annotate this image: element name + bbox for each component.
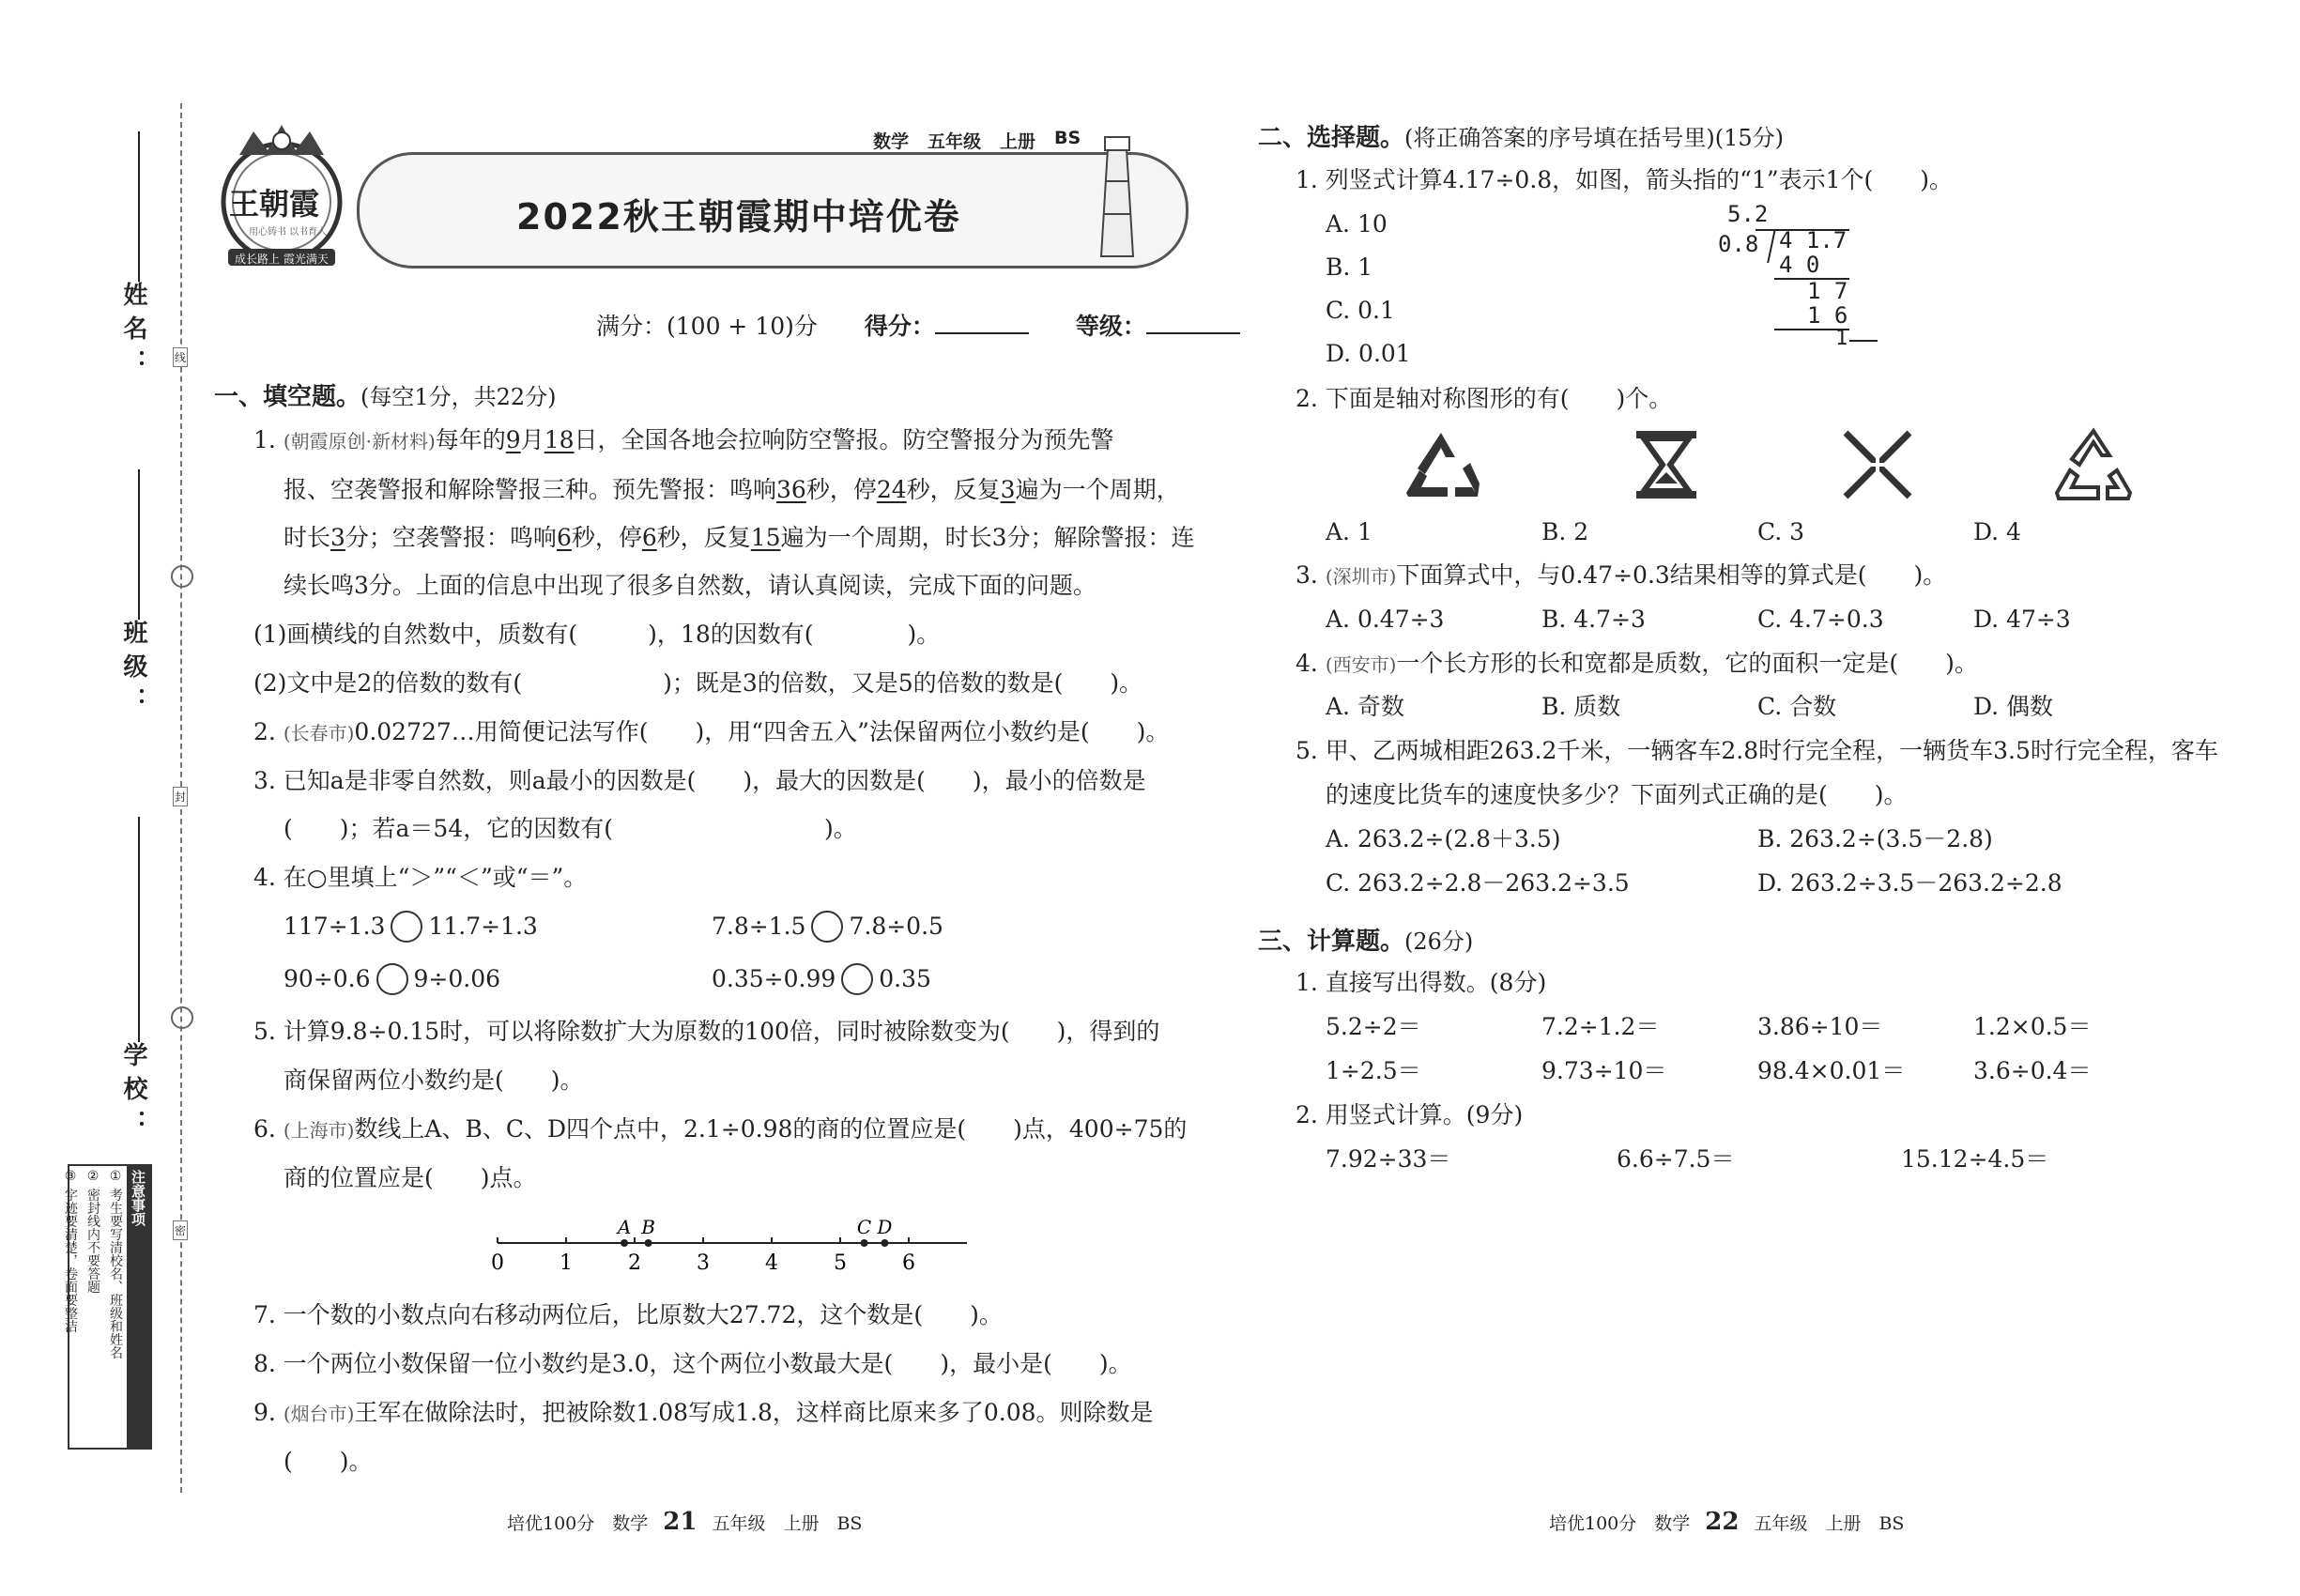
- s2-q3: 3. (深圳市)下面算式中，与0.47÷0.3结果相等的算式是( )。: [1296, 561, 1947, 589]
- compare-a: 117÷1.3 11.7÷1.3: [284, 911, 538, 943]
- s3-q1: 1. 直接写出得数。(8分): [1296, 969, 1547, 996]
- division-step: 1 7: [1807, 278, 1848, 304]
- underlined-number: 9: [505, 426, 521, 453]
- s1-q8: 8. 一个两位小数保留一位小数约是3.0，这个两位小数最大是( )，最小是( )。: [253, 1350, 1132, 1377]
- s1-q6-line2: 商的位置应是( )点。: [284, 1164, 537, 1191]
- name-label: 姓名：: [119, 282, 147, 383]
- s1-q1-line4: 续长鸣3分。上面的信息中出现了很多自然数，请认真阅读，完成下面的问题。: [284, 572, 1096, 599]
- logo-motto: 成长路上 霞光满天: [235, 253, 329, 266]
- full-score: 满分：(100 + 10)分: [596, 313, 818, 340]
- division-step: 4 0: [1779, 252, 1820, 278]
- s2-q4: 4. (西安市)一个长方形的长和宽都是质数，它的面积一定是( )。: [1296, 650, 1978, 677]
- section2-title: [1258, 118, 1784, 153]
- oral-calc: 3.86÷10＝: [1757, 1013, 1883, 1040]
- s1-q7: 7. 一个数的小数点向右移动两位后，比原数大27.72，这个数是( )。: [253, 1301, 1003, 1328]
- section2-note: (将正确答案的序号填在括号里)(15分): [1404, 125, 1785, 151]
- s3-q2: 2. 用竖式计算。(9分): [1296, 1101, 1524, 1128]
- section2-title-text: 二、选择题。: [1258, 124, 1405, 152]
- s1-q5-line1: 5. 计算9.8÷0.15时，可以将除数扩大为原数的100倍，同时被除数变为( )，得到的: [253, 1018, 1160, 1045]
- option: B. 2: [1541, 518, 1589, 545]
- notice-box: [63, 1164, 152, 1450]
- division-bracket: [1767, 229, 1776, 263]
- number-line-tick-label: 5: [834, 1251, 847, 1275]
- header-tags: [873, 128, 1081, 153]
- number-line-point: [861, 1239, 868, 1247]
- number-line-tick-label: 0: [491, 1251, 504, 1275]
- option: B. 4.7÷3: [1541, 606, 1646, 633]
- s1-q4: 4. 在○里填上“＞”“＜”或“＝”。: [253, 864, 588, 891]
- recycle-symbol-icon: [2051, 427, 2136, 502]
- footer-left: [507, 1508, 862, 1536]
- s2-q5-line2: 的速度比货车的速度快多少？下面列式正确的是( )。: [1326, 781, 1908, 808]
- compare-circle[interactable]: [376, 963, 408, 995]
- cut-mark: 线: [173, 347, 188, 367]
- division-remainder: 1: [1835, 327, 1848, 350]
- oral-calc: 7.2÷1.2＝: [1541, 1013, 1660, 1040]
- option: C. 263.2÷2.8－263.2÷3.5: [1326, 869, 1630, 897]
- option: C. 0.1: [1326, 297, 1395, 324]
- binding-hole: [171, 565, 193, 588]
- page-title: 2022秋王朝霞期中培优卷: [516, 196, 961, 238]
- footer-suffix: 五年级 上册 BS: [1754, 1513, 1905, 1534]
- source-tag: (上海市): [283, 1119, 355, 1142]
- oral-calc: 9.73÷10＝: [1541, 1057, 1667, 1084]
- grade-field[interactable]: [1146, 310, 1240, 334]
- option: A. 0.47÷3: [1326, 606, 1445, 633]
- score-label: 得分：: [864, 313, 935, 340]
- source-tag: (西安市): [1325, 653, 1397, 676]
- cross-arrows-icon: [1840, 427, 1915, 502]
- option: A. 奇数: [1326, 693, 1404, 720]
- s1-q3-line1: 3. 已知a是非零自然数，则a最小的因数是( )，最大的因数是( )，最小的倍数是: [253, 767, 1146, 794]
- division-divisor: 0.8: [1718, 231, 1759, 257]
- class-label: 班级：: [119, 620, 147, 721]
- source-tag: (长春市): [283, 722, 355, 744]
- notice-title: 注意事项: [127, 1166, 150, 1448]
- option: D. 偶数: [1973, 693, 2054, 720]
- number-line-tick-label: 2: [628, 1251, 641, 1275]
- compare-d: 0.35÷0.99 0.35: [712, 963, 931, 995]
- division-step: 1 6: [1807, 302, 1848, 329]
- option: D. 0.01: [1326, 340, 1411, 367]
- s1-q1-sub1: (1)画横线的自然数中，质数有( )，18的因数有( )。: [253, 621, 941, 648]
- tag-volume: 上册: [1000, 131, 1036, 152]
- school-field[interactable]: [138, 817, 140, 1042]
- section1-title: [214, 377, 557, 412]
- oral-calc: 3.6÷0.4＝: [1973, 1057, 2092, 1084]
- tag-edition: BS: [1054, 128, 1081, 148]
- grade-label: 等级：: [1075, 313, 1146, 340]
- class-field[interactable]: [138, 469, 140, 620]
- notice-item: ① 考生要写清校名、班级和姓名: [108, 1169, 123, 1359]
- s2-q5-line1: 5. 甲、乙两城相距263.2千米，一辆客车2.8时行完全程，一辆货车3.5时行完全程，客车: [1296, 737, 2218, 764]
- source-tag: (深圳市): [1325, 565, 1397, 588]
- option: A. 10: [1326, 210, 1388, 238]
- vertical-calc: 7.92÷33＝: [1326, 1145, 1451, 1173]
- s1-q5-line2: 商保留两位小数约是( )。: [284, 1067, 584, 1094]
- s1-q2: 2. (长春市)0.02727…用简便记法写作( )，用“四舍五入”法保留两位小数约是( )。: [253, 718, 1170, 745]
- cut-mark: 封: [173, 787, 188, 806]
- option: B. 1: [1326, 253, 1373, 281]
- option: B. 263.2÷(3.5－2.8): [1757, 825, 1993, 852]
- s1-q6-line1: 6. (上海市)数线上A、B、C、D四个点中，2.1÷0.98的商的位置应是( )点，400÷75的: [253, 1115, 1188, 1143]
- section1-title-text: 一、填空题。: [214, 383, 361, 411]
- option: C. 3: [1757, 518, 1805, 545]
- footer-prefix: 培优100分 数学: [507, 1513, 649, 1534]
- s1-q1-sub2: (2)文中是2的倍数的数有( )；既是3的倍数，又是5的倍数的数是( )。: [253, 669, 1143, 697]
- underlined-number: 18: [544, 426, 575, 453]
- number-line-tick-label: 4: [765, 1251, 778, 1275]
- tag-subject: 数学: [873, 131, 910, 152]
- s1-q1-line2: 报、空袭警报和解除警报三种。预先警报：鸣响36秒，停24秒，反复3遍为一个周期，: [284, 476, 1180, 503]
- option: B. 质数: [1541, 693, 1621, 720]
- number-line-point-label: D: [877, 1216, 893, 1238]
- score-row: [596, 310, 1240, 343]
- option: A. 263.2÷(2.8＋3.5): [1326, 825, 1561, 852]
- tag-grade: 五年级: [928, 131, 982, 152]
- number-line-point-label: B: [641, 1216, 655, 1238]
- number-line-point-label: A: [617, 1216, 632, 1238]
- number-line-tick-label: 1: [560, 1251, 573, 1275]
- s1-q9-line1: 9. (烟台市)王军在做除法时，把被除数1.08写成1.8，这样商比原来多了0.08。则除数是: [253, 1399, 1154, 1426]
- vertical-calc: 6.6÷7.5＝: [1617, 1145, 1735, 1173]
- logo-slogan: 用心铸书 以书育人: [249, 227, 328, 238]
- s1-q9-line2: ( )。: [284, 1448, 373, 1475]
- arrow-pointer-icon: [1849, 340, 1878, 342]
- page-number: 21: [663, 1508, 698, 1536]
- s1-q3-line2: ( )；若a＝54，它的因数有( )。: [284, 815, 857, 842]
- section3-title: [1258, 922, 1473, 957]
- compare-circle[interactable]: [841, 963, 873, 995]
- s2-q1: 1. 列竖式计算4.17÷0.8，如图，箭头指的“1”表示1个( )。: [1296, 166, 1954, 193]
- number-line-point: [881, 1239, 888, 1247]
- notice-item: ③ 字迹要清楚，卷面要整洁: [63, 1169, 78, 1333]
- division-quotient: 5.2: [1727, 201, 1769, 227]
- option: D. 263.2÷3.5－263.2÷2.8: [1757, 869, 2062, 897]
- s1-q1-line1: 1. (朝霞原创·新材料)每年的9月18日，全国各地会拉响防空警报。防空警报分为预先警: [253, 426, 1114, 453]
- recycle-triangle-icon: [1399, 427, 1483, 502]
- s2-q2: 2. 下面是轴对称图形的有( )个。: [1296, 385, 1673, 412]
- hourglass-icon: [1629, 427, 1704, 502]
- option: D. 4: [1973, 518, 2021, 545]
- name-field[interactable]: [138, 131, 140, 282]
- compare-c: 90÷0.6 9÷0.06: [284, 963, 500, 995]
- page-number: 22: [1705, 1508, 1740, 1536]
- binding-hole: [171, 1006, 193, 1029]
- compare-b: 7.8÷1.5 7.8÷0.5: [712, 911, 943, 943]
- oral-calc: 1.2×0.5＝: [1973, 1013, 2092, 1040]
- option: C. 合数: [1757, 693, 1837, 720]
- s1-q1-line3: 时长3分；空袭警报：鸣响6秒，停6秒，反复15遍为一个周期，时长3分；解除警报：连: [284, 524, 1195, 551]
- number-line-point: [645, 1239, 652, 1247]
- number-line-tick-label: 6: [902, 1251, 915, 1275]
- oral-calc: 98.4×0.01＝: [1757, 1057, 1906, 1084]
- number-line-point: [621, 1239, 628, 1247]
- oral-calc: 1÷2.5＝: [1326, 1057, 1421, 1084]
- division-dividend: 4 1.7: [1779, 227, 1848, 253]
- footer-prefix: 培优100分 数学: [1549, 1513, 1691, 1534]
- lighthouse-icon: [1084, 130, 1150, 261]
- notice-item: ② 密封线内不要答题: [85, 1169, 100, 1294]
- option: C. 4.7÷0.3: [1757, 606, 1884, 633]
- section3-title-text: 三、计算题。: [1258, 928, 1405, 956]
- compare-circle[interactable]: [391, 911, 422, 943]
- source-tag: (朝霞原创·新材料): [283, 430, 436, 453]
- number-line-point-label: C: [856, 1216, 872, 1238]
- logo-text: 王朝霞: [229, 186, 320, 222]
- compare-circle[interactable]: [811, 911, 843, 943]
- vertical-calc: 15.12÷4.5＝: [1901, 1145, 2049, 1173]
- number-line: [488, 1211, 976, 1277]
- footer-suffix: 五年级 上册 BS: [712, 1513, 863, 1534]
- score-field[interactable]: [935, 310, 1029, 334]
- cut-mark: 密: [173, 1220, 188, 1240]
- source-tag: (烟台市): [283, 1403, 355, 1425]
- option: A. 1: [1326, 518, 1372, 545]
- number-line-tick-label: 3: [697, 1251, 710, 1275]
- section1-note: (每空1分，共22分): [360, 384, 557, 410]
- option: D. 47÷3: [1973, 606, 2071, 633]
- footer-right: [1549, 1508, 1904, 1536]
- section3-note: (26分): [1404, 928, 1474, 955]
- school-label: 学校：: [119, 1042, 147, 1143]
- oral-calc: 5.2÷2＝: [1326, 1013, 1421, 1040]
